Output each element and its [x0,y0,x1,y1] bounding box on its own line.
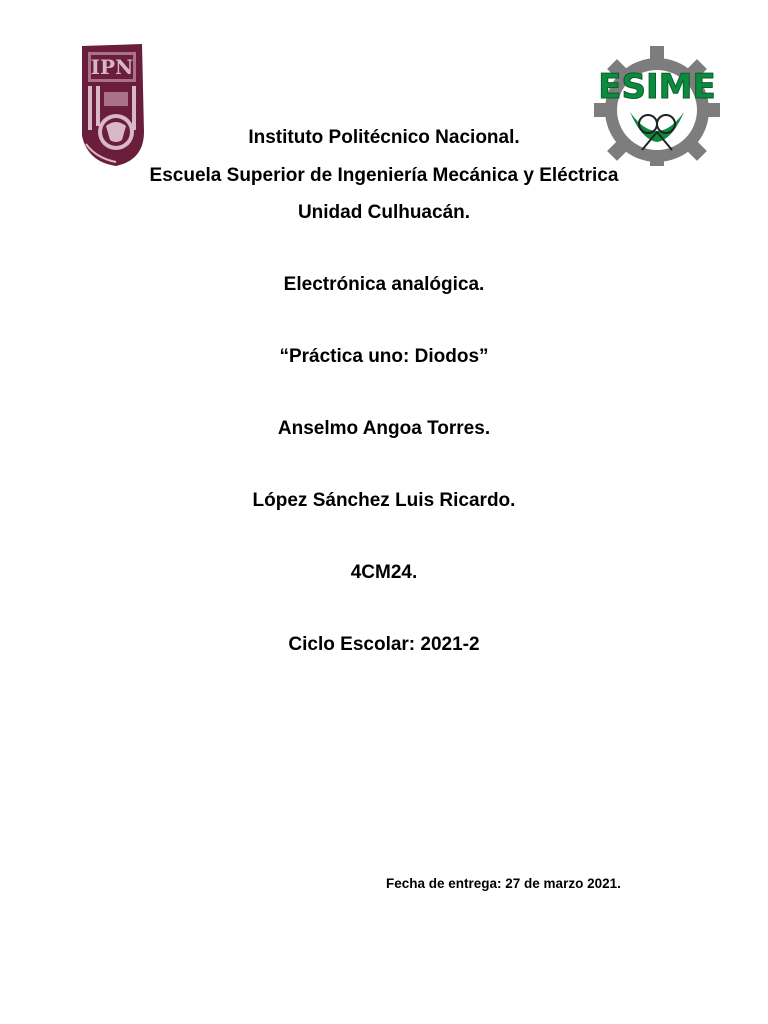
subject-name: Electrónica analógica. [283,274,485,295]
institution-name: Instituto Politécnico Nacional. [248,127,520,148]
school-name: Escuela Superior de Ingeniería Mecánica y Eléctrica [149,165,619,186]
delivery-date: Fecha de entrega: 27 de marzo 2021. [386,876,621,891]
svg-text:ESIME: ESIME [598,67,716,107]
teacher-name: Anselmo Angoa Torres. [277,418,491,439]
svg-text:IPN: IPN [90,55,134,79]
student-name: López Sánchez Luis Ricardo. [252,490,516,511]
school-cycle: Ciclo Escolar: 2021-2 [288,634,480,655]
group-code: 4CM24. [350,562,418,583]
campus-name: Unidad Culhuacán. [297,202,471,223]
practice-title: “Práctica uno: Diodos” [279,346,489,367]
